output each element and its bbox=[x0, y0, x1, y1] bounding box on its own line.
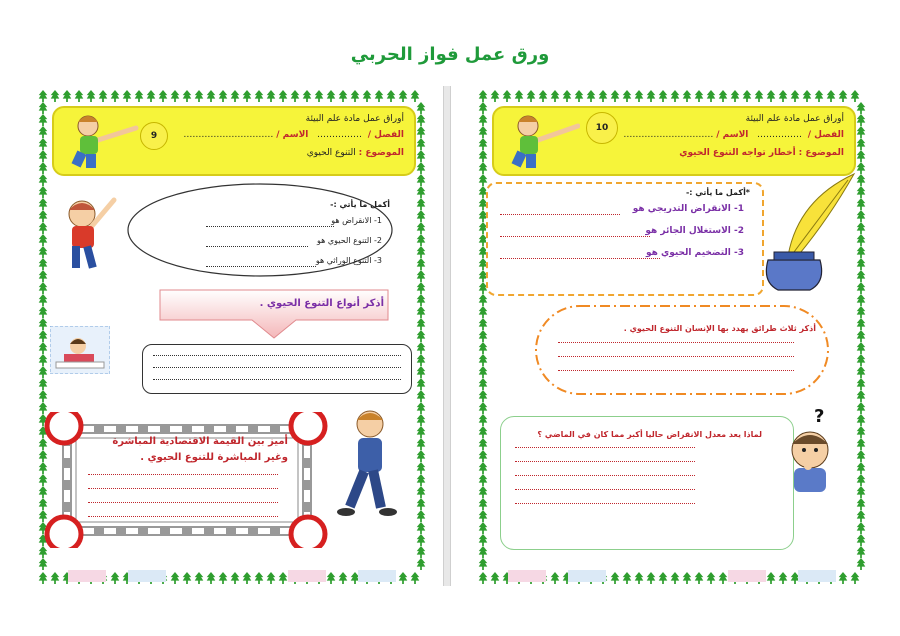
tree-icon bbox=[857, 546, 866, 558]
tree-icon bbox=[635, 90, 644, 102]
tree-icon bbox=[387, 90, 396, 102]
tree-icon bbox=[231, 90, 240, 102]
tree-icon bbox=[219, 90, 228, 102]
tree-icon bbox=[515, 90, 524, 102]
tree-icon bbox=[479, 378, 488, 390]
tree-icon bbox=[39, 222, 48, 234]
tree-icon bbox=[479, 510, 488, 522]
complete-item-2: 2- الاستغلال الجائر هو bbox=[645, 226, 744, 236]
tree-icon bbox=[417, 498, 426, 510]
tree-icon bbox=[857, 486, 866, 498]
tree-icon bbox=[857, 414, 866, 426]
boy-pointing-icon bbox=[500, 110, 580, 172]
answer-line[interactable] bbox=[88, 502, 278, 503]
tree-icon bbox=[479, 366, 488, 378]
tree-icon bbox=[195, 90, 204, 102]
tree-icon bbox=[527, 90, 536, 102]
tree-icon bbox=[39, 318, 48, 330]
tree-icon bbox=[479, 306, 488, 318]
tree-icon bbox=[683, 90, 692, 102]
answer-line[interactable] bbox=[206, 226, 334, 227]
tree-icon bbox=[659, 90, 668, 102]
header-subject: أوراق عمل مادة علم البيئة bbox=[745, 114, 844, 124]
tree-icon bbox=[51, 90, 60, 102]
tree-icon bbox=[479, 522, 488, 534]
complete-item-2: 2- التنوع الحيوي هو bbox=[317, 236, 382, 245]
answer-line[interactable] bbox=[206, 246, 308, 247]
page-title: ورق عمل فواز الحربي bbox=[350, 44, 550, 65]
tree-icon bbox=[623, 90, 632, 102]
tree-icon bbox=[479, 450, 488, 462]
tree-icon bbox=[171, 90, 180, 102]
tree-icon bbox=[647, 90, 656, 102]
tree-icon bbox=[411, 90, 420, 102]
tree-icon bbox=[479, 534, 488, 546]
tree-icon bbox=[479, 102, 488, 114]
tree-icon bbox=[99, 90, 108, 102]
tree-icon bbox=[417, 258, 426, 270]
tree-icon bbox=[857, 270, 866, 282]
tree-icon bbox=[417, 486, 426, 498]
header-box: 9 أوراق عمل مادة علم البيئة الفصل / …………… الاسم / ………………………… الموضوع : التنوع الحيوي bbox=[52, 106, 416, 176]
tree-icon bbox=[417, 174, 426, 186]
tree-icon bbox=[563, 90, 572, 102]
answer-line[interactable] bbox=[558, 342, 794, 343]
tree-icon bbox=[417, 354, 426, 366]
footer-decoration bbox=[48, 568, 416, 582]
tree-icon bbox=[479, 474, 488, 486]
complete-box bbox=[486, 182, 764, 296]
tree-icon bbox=[479, 354, 488, 366]
tree-icon bbox=[417, 558, 426, 570]
thinking-man-icon bbox=[778, 420, 842, 496]
tree-icon bbox=[159, 90, 168, 102]
tree-icon bbox=[767, 90, 776, 102]
threats-oval bbox=[534, 304, 830, 396]
tree-icon bbox=[857, 390, 866, 402]
tree-icon bbox=[87, 90, 96, 102]
tree-icon bbox=[399, 90, 408, 102]
tree-icon bbox=[857, 162, 866, 174]
tree-icon bbox=[39, 234, 48, 246]
tree-icon bbox=[417, 198, 426, 210]
tree-icon bbox=[791, 90, 800, 102]
tree-icon bbox=[479, 438, 488, 450]
tree-icon bbox=[417, 294, 426, 306]
tree-icon bbox=[267, 90, 276, 102]
tree-icon bbox=[291, 90, 300, 102]
tree-icon bbox=[39, 198, 48, 210]
tree-icon bbox=[135, 90, 144, 102]
tree-icon bbox=[857, 114, 866, 126]
tree-icon bbox=[417, 510, 426, 522]
tree-icon bbox=[123, 90, 132, 102]
answer-line[interactable] bbox=[515, 447, 695, 448]
tree-icon bbox=[417, 222, 426, 234]
worksheet-right bbox=[478, 90, 866, 584]
tree-icon bbox=[857, 534, 866, 546]
tree-icon bbox=[587, 90, 596, 102]
answer-line[interactable] bbox=[153, 367, 401, 368]
tree-icon bbox=[39, 138, 48, 150]
tree-icon bbox=[815, 90, 824, 102]
tree-icon bbox=[857, 246, 866, 258]
student-reading-icon bbox=[50, 326, 110, 374]
tree-icon bbox=[857, 234, 866, 246]
tree-icon bbox=[479, 342, 488, 354]
page-divider bbox=[443, 86, 451, 586]
footer-decoration bbox=[488, 568, 856, 582]
tree-icon bbox=[857, 354, 866, 366]
tree-icon bbox=[857, 366, 866, 378]
tree-icon bbox=[417, 534, 426, 546]
tree-icon bbox=[743, 90, 752, 102]
tree-icon bbox=[417, 126, 426, 138]
tree-icon bbox=[417, 150, 426, 162]
tree-icon bbox=[719, 90, 728, 102]
tree-icon bbox=[417, 546, 426, 558]
tree-icon bbox=[857, 426, 866, 438]
tree-icon bbox=[857, 150, 866, 162]
tree-icon bbox=[417, 234, 426, 246]
tree-icon bbox=[39, 294, 48, 306]
sheet-number-badge: 9 bbox=[140, 122, 168, 150]
tree-icon bbox=[857, 126, 866, 138]
name-field[interactable]: ………………………… bbox=[623, 130, 714, 140]
tree-icon bbox=[671, 90, 680, 102]
tree-icon bbox=[803, 90, 812, 102]
answer-line[interactable] bbox=[500, 214, 620, 215]
tree-icon bbox=[479, 546, 488, 558]
tree-icon bbox=[111, 90, 120, 102]
tree-icon bbox=[39, 90, 48, 102]
tree-icon bbox=[851, 90, 860, 102]
tree-icon bbox=[327, 90, 336, 102]
answer-line[interactable] bbox=[558, 370, 794, 371]
tree-icon bbox=[479, 318, 488, 330]
tree-icon bbox=[857, 306, 866, 318]
tree-icon bbox=[479, 390, 488, 402]
tree-icon bbox=[479, 90, 488, 102]
tree-icon bbox=[39, 306, 48, 318]
walking-boy-icon bbox=[332, 408, 408, 526]
tree-icon bbox=[417, 522, 426, 534]
tree-icon bbox=[207, 90, 216, 102]
worksheet-left bbox=[38, 90, 426, 584]
tree-icon bbox=[479, 138, 488, 150]
tree-icon bbox=[39, 330, 48, 342]
tree-icon bbox=[857, 318, 866, 330]
tree-icon bbox=[839, 90, 848, 102]
tree-icon bbox=[417, 474, 426, 486]
quill-ink-icon bbox=[758, 170, 858, 296]
tree-icon bbox=[479, 426, 488, 438]
tree-icon bbox=[479, 414, 488, 426]
tree-icon bbox=[417, 462, 426, 474]
answer-line[interactable] bbox=[515, 503, 695, 504]
tree-icon bbox=[39, 558, 48, 570]
tree-icon bbox=[417, 102, 426, 114]
tree-icon bbox=[417, 186, 426, 198]
topic-text: التنوع الحيوي bbox=[306, 148, 356, 158]
tree-icon bbox=[417, 138, 426, 150]
tree-icon bbox=[479, 462, 488, 474]
tree-icon bbox=[857, 462, 866, 474]
answer-line[interactable] bbox=[88, 488, 278, 489]
tree-icon bbox=[417, 390, 426, 402]
tree-icon bbox=[707, 90, 716, 102]
complete-title: أكمل ما يأتي :- bbox=[330, 200, 390, 209]
tree-icon bbox=[857, 222, 866, 234]
class-label: الفصل / bbox=[367, 130, 404, 140]
tree-icon bbox=[857, 330, 866, 342]
class-label: الفصل / bbox=[807, 130, 844, 140]
tree-icon bbox=[857, 258, 866, 270]
tree-icon bbox=[75, 90, 84, 102]
tree-icon bbox=[39, 186, 48, 198]
tree-icon bbox=[857, 438, 866, 450]
tree-icon bbox=[417, 210, 426, 222]
distinguish-line-2: وغير المباشرة للتنوع الحيوي . bbox=[140, 452, 288, 463]
header-subject: أوراق عمل مادة علم البيئة bbox=[305, 114, 404, 124]
tree-icon bbox=[39, 282, 48, 294]
tree-icon bbox=[857, 474, 866, 486]
distinguish-line-1: أميز بين القيمة الاقتصادية المباشرة bbox=[112, 436, 288, 447]
tree-icon bbox=[417, 378, 426, 390]
tree-icon bbox=[351, 90, 360, 102]
tree-icon bbox=[479, 402, 488, 414]
road-frame bbox=[42, 412, 332, 548]
topic-label: الموضوع : bbox=[798, 148, 844, 158]
tree-icon bbox=[39, 572, 48, 584]
tree-icon bbox=[39, 210, 48, 222]
answer-line[interactable] bbox=[88, 516, 278, 517]
tree-icon bbox=[479, 162, 488, 174]
tree-icon bbox=[731, 90, 740, 102]
tree-icon bbox=[255, 90, 264, 102]
name-label: الاسم / bbox=[716, 130, 749, 140]
answer-line[interactable] bbox=[515, 461, 695, 462]
tree-icon bbox=[857, 342, 866, 354]
tree-icon bbox=[575, 90, 584, 102]
tree-icon bbox=[857, 522, 866, 534]
tree-icon bbox=[479, 558, 488, 570]
tree-icon bbox=[39, 246, 48, 258]
tree-icon bbox=[857, 378, 866, 390]
complete-item-1: 1- الانقراض هو bbox=[331, 216, 382, 225]
tree-icon bbox=[39, 126, 48, 138]
tree-icon bbox=[491, 90, 500, 102]
tree-icon bbox=[39, 102, 48, 114]
name-label: الاسم / bbox=[276, 130, 309, 140]
tree-icon bbox=[417, 246, 426, 258]
topic-text: أخطار تواجه التنوع الحيوي bbox=[679, 148, 796, 158]
tree-icon bbox=[857, 294, 866, 306]
tree-icon bbox=[417, 342, 426, 354]
tree-icon bbox=[551, 90, 560, 102]
answer-line[interactable] bbox=[153, 379, 401, 380]
tree-icon bbox=[39, 270, 48, 282]
answer-line[interactable] bbox=[515, 489, 695, 490]
tree-icon bbox=[417, 282, 426, 294]
tree-icon bbox=[479, 114, 488, 126]
tree-icon bbox=[417, 318, 426, 330]
tree-icon bbox=[479, 126, 488, 138]
tree-icon bbox=[315, 90, 324, 102]
answer-line[interactable] bbox=[88, 474, 278, 475]
answer-line[interactable] bbox=[500, 258, 660, 259]
tree-icon bbox=[39, 162, 48, 174]
types-banner-text: أذكر أنواع التنوع الحيوي . bbox=[259, 298, 384, 309]
tree-icon bbox=[243, 90, 252, 102]
tree-icon bbox=[39, 174, 48, 186]
boy-pointing-icon bbox=[60, 110, 140, 172]
answer-line[interactable] bbox=[500, 236, 650, 237]
tree-icon bbox=[303, 90, 312, 102]
tree-icon bbox=[363, 90, 372, 102]
tree-icon bbox=[417, 414, 426, 426]
question-mark: ? bbox=[814, 406, 825, 427]
tree-icon bbox=[857, 174, 866, 186]
tree-icon bbox=[417, 270, 426, 282]
tree-icon bbox=[503, 90, 512, 102]
tree-icon bbox=[827, 90, 836, 102]
tree-icon bbox=[857, 198, 866, 210]
tree-icon bbox=[39, 378, 48, 390]
types-answer-box bbox=[142, 344, 412, 394]
tree-icon bbox=[39, 342, 48, 354]
tree-icon bbox=[857, 450, 866, 462]
tree-icon bbox=[63, 90, 72, 102]
threats-title: أذكر ثلاث طرائق يهدد بها الإنسان التنوع الحيوي . bbox=[623, 324, 816, 333]
tree-icon bbox=[339, 90, 348, 102]
tree-icon bbox=[779, 90, 788, 102]
tree-icon bbox=[279, 90, 288, 102]
tree-icon bbox=[755, 90, 764, 102]
topic-label: الموضوع : bbox=[358, 148, 404, 158]
tree-icon bbox=[417, 306, 426, 318]
tree-icon bbox=[417, 438, 426, 450]
boy-cheering-icon bbox=[56, 194, 122, 274]
tree-icon bbox=[39, 390, 48, 402]
tree-icon bbox=[479, 174, 488, 186]
types-banner-arrow bbox=[156, 288, 392, 340]
tree-icon bbox=[479, 572, 488, 584]
answer-line[interactable] bbox=[206, 266, 316, 267]
tree-icon bbox=[417, 450, 426, 462]
why-question: لماذا يعد معدل الانقراض حاليا أكبر مما كان في الماضي ؟ bbox=[537, 430, 762, 439]
answer-line[interactable] bbox=[153, 355, 401, 356]
complete-item-3: 3- التنوع الوراثي هو bbox=[315, 256, 382, 265]
answer-line[interactable] bbox=[558, 356, 794, 357]
tree-icon bbox=[857, 402, 866, 414]
tree-icon bbox=[857, 282, 866, 294]
tree-icon bbox=[857, 210, 866, 222]
tree-icon bbox=[417, 330, 426, 342]
tree-icon bbox=[39, 354, 48, 366]
tree-icon bbox=[857, 102, 866, 114]
tree-icon bbox=[479, 330, 488, 342]
tree-icon bbox=[695, 90, 704, 102]
tree-icon bbox=[479, 486, 488, 498]
tree-icon bbox=[39, 258, 48, 270]
tree-icon bbox=[857, 558, 866, 570]
tree-icon bbox=[479, 294, 488, 306]
tree-icon bbox=[857, 510, 866, 522]
tree-icon bbox=[417, 114, 426, 126]
sheet-number-badge: 10 bbox=[586, 112, 618, 144]
complete-item-1: 1- الانقراض التدريجي هو bbox=[632, 204, 744, 214]
tree-icon bbox=[857, 138, 866, 150]
tree-icon bbox=[417, 162, 426, 174]
complete-title: *أكمل ما يأتي :- bbox=[685, 188, 750, 197]
tree-icon bbox=[375, 90, 384, 102]
tree-icon bbox=[599, 90, 608, 102]
tree-icon bbox=[479, 498, 488, 510]
tree-icon bbox=[479, 150, 488, 162]
header-box: 10 أوراق عمل مادة علم البيئة الفصل / …………… الاسم / ………………………… الموضوع : أخطار تواجه التنوع الحيوي bbox=[492, 106, 856, 176]
tree-icon bbox=[39, 366, 48, 378]
tree-icon bbox=[417, 402, 426, 414]
answer-line[interactable] bbox=[515, 475, 695, 476]
name-field[interactable]: ………………………… bbox=[183, 130, 274, 140]
tree-icon bbox=[39, 150, 48, 162]
tree-icon bbox=[857, 186, 866, 198]
tree-icon bbox=[539, 90, 548, 102]
tree-icon bbox=[417, 426, 426, 438]
complete-item-3: 3- التضخيم الحيوي هو bbox=[645, 248, 744, 258]
tree-icon bbox=[611, 90, 620, 102]
tree-icon bbox=[147, 90, 156, 102]
tree-icon bbox=[417, 366, 426, 378]
tree-icon bbox=[39, 114, 48, 126]
tree-icon bbox=[857, 498, 866, 510]
tree-icon bbox=[183, 90, 192, 102]
